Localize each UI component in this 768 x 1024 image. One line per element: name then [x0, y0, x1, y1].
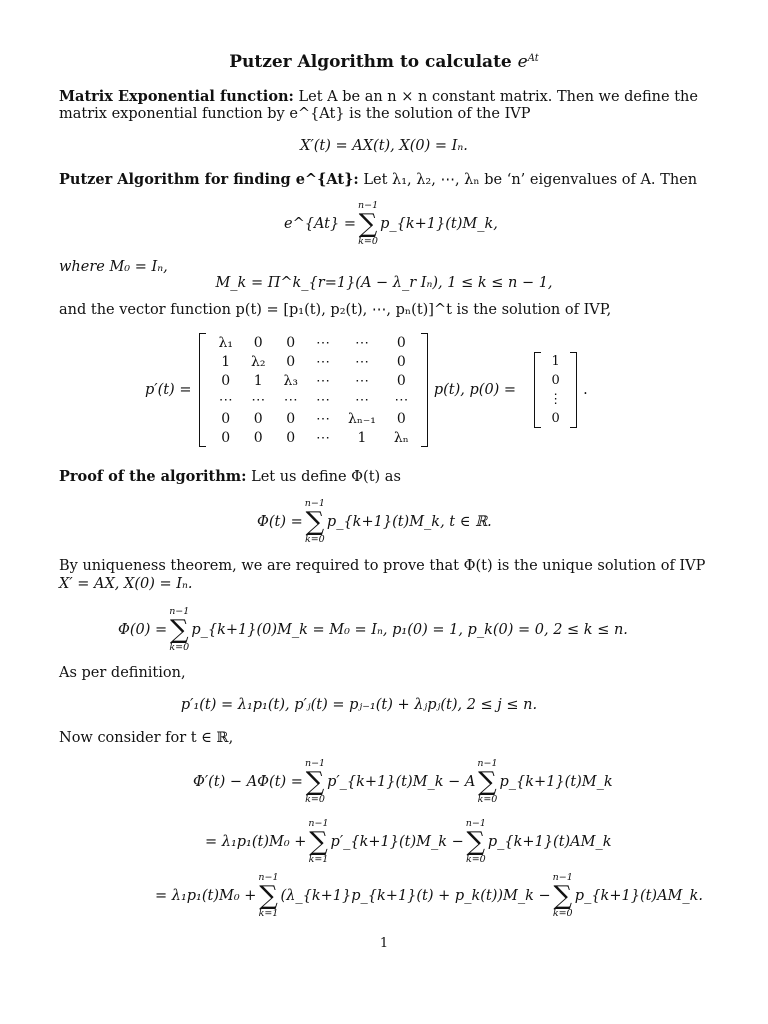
matrix-cell: λ₂ — [250, 353, 266, 370]
ode-lhs: p′(t) = — [145, 382, 192, 398]
derivation-line-3 — [155, 872, 703, 920]
sigma-symbol: ∑ — [305, 767, 325, 797]
matrix-row — [209, 390, 417, 409]
vector-row — [544, 371, 567, 390]
matrix-cell: ⋯ — [315, 410, 330, 427]
matrix-row — [209, 371, 417, 390]
sum-upper-limit: n−1 — [304, 758, 326, 769]
sum-operator — [258, 872, 278, 920]
mk-definition: M_k = Π^k_{r=1}(A − λ_r Iₙ), 1 ≤ k ≤ n − 1, — [215, 275, 553, 291]
matrix-cell: 0 — [253, 429, 263, 446]
equation-end: p_{k+1}(t)AM_k — [487, 834, 612, 850]
sum-upper-limit: n−1 — [477, 758, 498, 769]
equation-lhs: e^{At} = — [284, 216, 356, 232]
phi-definition — [257, 498, 492, 546]
period: . — [583, 382, 588, 398]
matrix-cell: λ₁ — [218, 334, 233, 351]
sum-upper-limit: n−1 — [308, 818, 329, 829]
paragraph-line: Let A be an n × n constant matrix. Then we define the — [298, 89, 698, 105]
sum-upper-limit: n−1 — [304, 498, 325, 509]
matrix-cell: ⋯ — [315, 372, 330, 389]
matrix-row — [209, 352, 417, 371]
equation-mid: (λ_{k+1}p_{k+1}(t) + p_k(t))M_k − — [280, 888, 551, 904]
paragraph-line: X′ = AX, X(0) = Iₙ. — [59, 576, 193, 592]
matrix-cell: 0 — [286, 429, 296, 446]
matrix-cell: ⋯ — [315, 353, 330, 370]
sigma-symbol: ∑ — [553, 881, 573, 911]
section-heading-putzer: Putzer Algorithm for finding e^{At}: — [59, 171, 359, 188]
sigma-symbol: ∑ — [309, 827, 328, 857]
page-number: 1 — [379, 936, 389, 951]
equation-lhs: Φ′(t) − AΦ(t) = — [193, 774, 303, 790]
vector-cell: ⋮ — [549, 392, 563, 407]
coefficient-matrix — [199, 333, 427, 447]
equation-mid: p′_{k+1}(t)M_k − A — [327, 774, 476, 790]
matrix-cell: λ₃ — [283, 372, 298, 389]
matrix-cell: ⋯ — [315, 429, 330, 446]
sum-operator — [305, 498, 325, 546]
matrix-cell: 1 — [253, 372, 263, 389]
equation-lhs: = λ₁p₁(t)M₀ + — [155, 888, 257, 904]
paragraph-line: By uniqueness theorem, we are required to prove that Φ(t) is the unique solution of IVP — [59, 558, 706, 574]
matrix-table — [209, 333, 417, 447]
matrix-cell: ⋯ — [283, 391, 298, 408]
vector-cell: 0 — [551, 373, 560, 388]
vector-function-line: and the vector function p(t) = [p₁(t), p₂(t), ⋯, pₙ(t)]^t is the solution of IVP, — [59, 302, 612, 318]
matrix-cell: λₙ — [393, 429, 409, 446]
sum-lower-limit: k=1 — [308, 854, 329, 865]
sum-operator — [477, 758, 497, 806]
phi0-equation — [118, 606, 628, 654]
equation-lhs: Φ(t) = — [257, 514, 303, 530]
matrix-cell: ⋯ — [218, 391, 233, 408]
matrix-cell: ⋯ — [315, 334, 330, 351]
paragraph-line: As per definition, — [59, 665, 186, 681]
section-heading-proof: Proof of the algorithm: — [59, 468, 247, 485]
title-text: Putzer Algorithm to calculate — [229, 52, 518, 72]
equation-rhs: p_{k+1}(0)M_k = M₀ = Iₙ, p₁(0) = 1, p_k(0) = 0, 2 ≤ k ≤ n. — [191, 622, 628, 638]
sigma-symbol: ∑ — [466, 827, 486, 857]
equation-rhs: p_{k+1}(t)M_k, — [380, 216, 498, 232]
where-line: where M₀ = Iₙ, — [59, 259, 168, 275]
p-definition: p′₁(t) = λ₁p₁(t), p′ⱼ(t) = pⱼ₋₁(t) + λⱼpⱼ(t), 2 ≤ j ≤ n. — [180, 697, 538, 713]
sum-lower-limit: k=0 — [477, 794, 498, 805]
sum-upper-limit: n−1 — [552, 872, 573, 883]
matrix-cell: 0 — [221, 410, 231, 427]
matrix-cell: ⋯ — [394, 391, 409, 408]
matrix-cell: 0 — [253, 334, 263, 351]
matrix-cell: 0 — [396, 410, 406, 427]
ode-system — [145, 333, 588, 447]
initial-vector — [534, 352, 577, 428]
vector-cell: 0 — [551, 411, 560, 426]
matrix-cell: 0 — [396, 334, 406, 351]
vector-cell: 1 — [551, 354, 560, 369]
proof-paragraph — [59, 468, 709, 485]
vector-row — [544, 390, 567, 409]
putzer-paragraph — [59, 171, 739, 188]
title-exp-sup: At — [527, 53, 539, 64]
matrix-row — [209, 428, 417, 447]
sigma-symbol: ∑ — [305, 507, 325, 537]
matrix-cell: 0 — [253, 410, 263, 427]
paragraph-line: Let us define Φ(t) as — [251, 469, 401, 485]
matrix-cell: ⋯ — [354, 372, 369, 389]
sum-operator — [466, 818, 486, 866]
ivp-equation: X′(t) = AX(t), X(0) = Iₙ. — [300, 138, 468, 154]
matrix-row — [209, 333, 417, 352]
matrix-row — [209, 409, 417, 428]
exp-sum-equation — [284, 200, 498, 248]
matrix-cell: λₙ₋₁ — [347, 410, 376, 427]
matrix-exp-paragraph — [59, 88, 709, 105]
sum-operator — [169, 606, 189, 654]
sigma-symbol: ∑ — [169, 615, 189, 645]
matrix-cell: 0 — [286, 334, 296, 351]
derivation-line-2 — [205, 818, 612, 866]
sum-operator — [358, 200, 378, 248]
sum-operator — [553, 872, 573, 920]
vector-row — [544, 409, 567, 428]
matrix-cell: ⋯ — [251, 391, 266, 408]
equation-rhs: p_{k+1}(t)M_k, t ∈ ℝ. — [326, 514, 492, 530]
title-exp-base: e — [517, 52, 528, 72]
matrix-cell: 0 — [221, 429, 231, 446]
matrix-cell: 1 — [221, 353, 231, 370]
sum-operator — [305, 758, 325, 806]
sigma-symbol: ∑ — [358, 209, 378, 239]
paragraph-line: matrix exponential function by e^{At} is the solution of the IVP — [59, 106, 531, 122]
equation-mid: p′_{k+1}(t)M_k − — [330, 834, 464, 850]
vector-row — [544, 352, 567, 371]
sum-upper-limit: n−1 — [465, 818, 486, 829]
sum-upper-limit: n−1 — [258, 872, 279, 883]
section-heading-matrix-exp: Matrix Exponential function: — [59, 88, 294, 105]
sum-upper-limit: n−1 — [169, 606, 190, 617]
matrix-cell: ⋯ — [315, 391, 330, 408]
equation-lhs: Φ(0) = — [118, 622, 168, 638]
sum-lower-limit: k=0 — [358, 236, 378, 247]
sum-lower-limit: k=0 — [465, 854, 486, 865]
matrix-cell: ⋯ — [354, 334, 369, 351]
sum-lower-limit: k=1 — [258, 908, 279, 919]
equation-lhs: = λ₁p₁(t)M₀ + — [205, 834, 307, 850]
matrix-cell: 0 — [286, 410, 296, 427]
ode-rhs: p(t), p(0) = — [433, 382, 517, 398]
vector-table — [544, 352, 567, 428]
matrix-cell: 1 — [357, 429, 367, 446]
sigma-symbol: ∑ — [259, 881, 278, 911]
matrix-cell: ⋯ — [354, 353, 369, 370]
sum-lower-limit: k=0 — [169, 642, 190, 653]
paragraph-line: Now consider for t ∈ ℝ, — [59, 730, 234, 746]
equation-end: p_{k+1}(t)M_k — [499, 774, 613, 790]
derivation-line-1 — [193, 758, 613, 806]
equation-end: p_{k+1}(t)AM_k. — [574, 888, 704, 904]
sigma-symbol: ∑ — [478, 767, 497, 797]
sum-lower-limit: k=0 — [552, 908, 573, 919]
sum-operator — [308, 818, 328, 866]
matrix-cell: 0 — [221, 372, 231, 389]
sum-lower-limit: k=0 — [304, 534, 325, 545]
page-title — [0, 52, 768, 72]
matrix-cell: 0 — [396, 353, 406, 370]
sum-lower-limit: k=0 — [305, 794, 325, 805]
sum-upper-limit: n−1 — [357, 200, 379, 211]
paragraph-line: Let λ₁, λ₂, ⋯, λₙ be ‘n’ eigenvalues of A. Then — [363, 172, 698, 188]
matrix-cell: 0 — [286, 353, 296, 370]
matrix-cell: 0 — [396, 372, 406, 389]
matrix-cell: ⋯ — [354, 391, 369, 408]
